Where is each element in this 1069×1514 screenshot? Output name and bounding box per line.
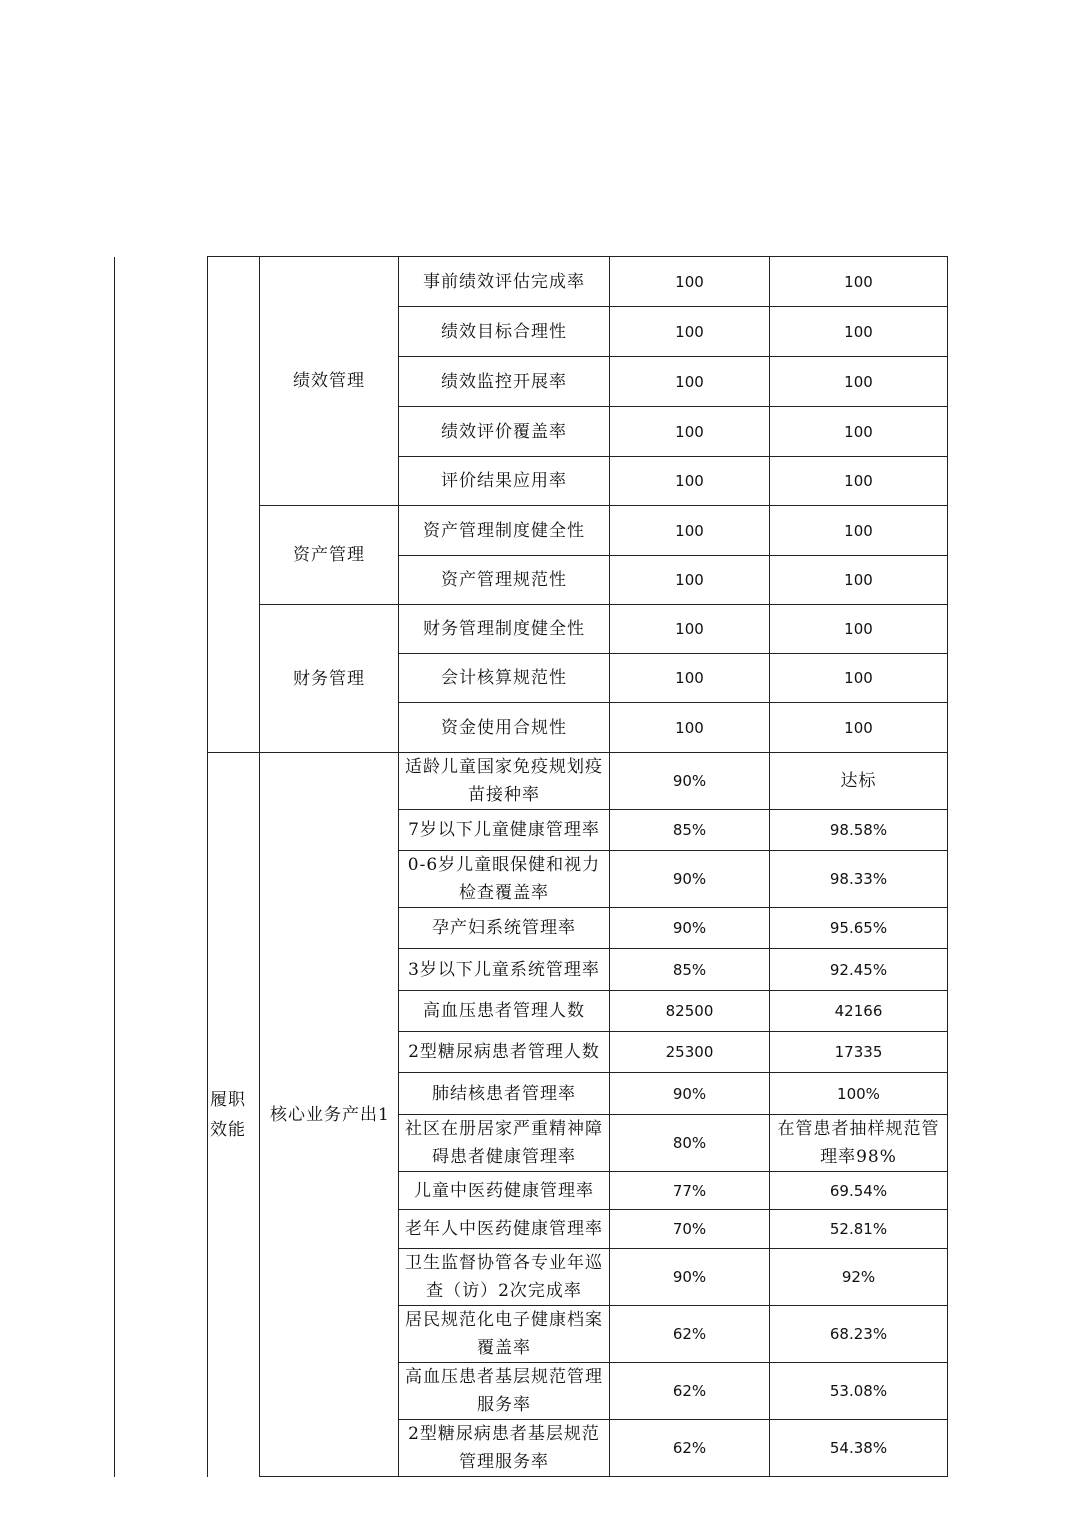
- table-row: [115, 753, 948, 810]
- actual-value-cell: 100: [770, 357, 948, 407]
- actual-value-cell: 98.33%: [770, 851, 948, 908]
- actual-value-cell: 52.81%: [770, 1210, 948, 1249]
- target-value-cell: 90%: [610, 1249, 770, 1306]
- indicator-cell: 事前绩效评估完成率: [399, 257, 610, 307]
- table-row: [115, 257, 948, 307]
- indicator-cell: 资金使用合规性: [399, 703, 610, 753]
- indicator-cell: 评价结果应用率: [399, 457, 610, 506]
- indicator-cell: 0-6岁儿童眼保健和视力检查覆盖率: [399, 851, 610, 908]
- target-value-cell: 90%: [610, 1073, 770, 1115]
- actual-value-cell: 100: [770, 257, 948, 307]
- target-value-cell: 85%: [610, 810, 770, 851]
- actual-value-cell: 100: [770, 703, 948, 753]
- target-value-cell: 62%: [610, 1420, 770, 1477]
- category-cell: 财务管理: [260, 605, 399, 753]
- indicator-cell: 卫生监督协管各专业年巡查（访）2次完成率: [399, 1249, 610, 1306]
- target-value-cell: 100: [610, 457, 770, 506]
- indicator-cell: 儿童中医药健康管理率: [399, 1172, 610, 1210]
- indicator-cell: 老年人中医药健康管理率: [399, 1210, 610, 1249]
- level1-cell: [115, 257, 208, 1477]
- indicator-cell: 2型糖尿病患者基层规范管理服务率: [399, 1420, 610, 1477]
- indicator-cell: 孕产妇系统管理率: [399, 908, 610, 949]
- indicator-cell: 居民规范化电子健康档案覆盖率: [399, 1306, 610, 1363]
- target-value-cell: 90%: [610, 753, 770, 810]
- target-value-cell: 85%: [610, 949, 770, 991]
- indicator-cell: 2型糖尿病患者管理人数: [399, 1032, 610, 1073]
- target-value-cell: 90%: [610, 908, 770, 949]
- actual-value-cell: 100: [770, 556, 948, 605]
- indicator-cell: 7岁以下儿童健康管理率: [399, 810, 610, 851]
- actual-value-cell: 17335: [770, 1032, 948, 1073]
- actual-value-cell: 54.38%: [770, 1420, 948, 1477]
- actual-value-cell: 100: [770, 457, 948, 506]
- indicator-cell: 3岁以下儿童系统管理率: [399, 949, 610, 991]
- indicator-cell: 绩效目标合理性: [399, 307, 610, 357]
- target-value-cell: 100: [610, 307, 770, 357]
- actual-value-cell: 100: [770, 654, 948, 703]
- indicator-cell: 肺结核患者管理率: [399, 1073, 610, 1115]
- performance-indicator-table: [114, 256, 948, 1477]
- indicator-cell: 资产管理规范性: [399, 556, 610, 605]
- level2-cell-lower: 履职效能: [208, 753, 260, 1477]
- target-value-cell: 90%: [610, 851, 770, 908]
- actual-value-cell: 68.23%: [770, 1306, 948, 1363]
- actual-value-cell: 95.65%: [770, 908, 948, 949]
- indicator-cell: 绩效监控开展率: [399, 357, 610, 407]
- target-value-cell: 80%: [610, 1115, 770, 1172]
- actual-value-cell: 在管患者抽样规范管理率98%: [770, 1115, 948, 1172]
- indicator-cell: 会计核算规范性: [399, 654, 610, 703]
- target-value-cell: 100: [610, 257, 770, 307]
- target-value-cell: 100: [610, 357, 770, 407]
- indicator-cell: 适龄儿童国家免疫规划疫苗接种率: [399, 753, 610, 810]
- actual-value-cell: 100: [770, 307, 948, 357]
- category-cell: 资产管理: [260, 506, 399, 605]
- actual-value-cell: 100: [770, 605, 948, 654]
- target-value-cell: 77%: [610, 1172, 770, 1210]
- level2-cell-upper: [208, 257, 260, 753]
- actual-value-cell: 92.45%: [770, 949, 948, 991]
- actual-value-cell: 98.58%: [770, 810, 948, 851]
- actual-value-cell: 42166: [770, 991, 948, 1032]
- indicator-cell: 财务管理制度健全性: [399, 605, 610, 654]
- actual-value-cell: 100: [770, 407, 948, 457]
- indicator-cell: 高血压患者管理人数: [399, 991, 610, 1032]
- category-cell: 核心业务产出1: [260, 753, 399, 1477]
- target-value-cell: 62%: [610, 1363, 770, 1420]
- target-value-cell: 100: [610, 407, 770, 457]
- target-value-cell: 62%: [610, 1306, 770, 1363]
- category-cell: 绩效管理: [260, 257, 399, 506]
- target-value-cell: 100: [610, 654, 770, 703]
- indicator-cell: 资产管理制度健全性: [399, 506, 610, 556]
- actual-value-cell: 69.54%: [770, 1172, 948, 1210]
- actual-value-cell: 53.08%: [770, 1363, 948, 1420]
- actual-value-cell: 100: [770, 506, 948, 556]
- target-value-cell: 100: [610, 506, 770, 556]
- target-value-cell: 82500: [610, 991, 770, 1032]
- target-value-cell: 70%: [610, 1210, 770, 1249]
- actual-value-cell: 100%: [770, 1073, 948, 1115]
- target-value-cell: 100: [610, 556, 770, 605]
- indicator-cell: 高血压患者基层规范管理服务率: [399, 1363, 610, 1420]
- actual-value-cell: 92%: [770, 1249, 948, 1306]
- actual-value-cell: 达标: [770, 753, 948, 810]
- indicator-cell: 社区在册居家严重精神障碍患者健康管理率: [399, 1115, 610, 1172]
- target-value-cell: 100: [610, 703, 770, 753]
- indicator-cell: 绩效评价覆盖率: [399, 407, 610, 457]
- target-value-cell: 100: [610, 605, 770, 654]
- target-value-cell: 25300: [610, 1032, 770, 1073]
